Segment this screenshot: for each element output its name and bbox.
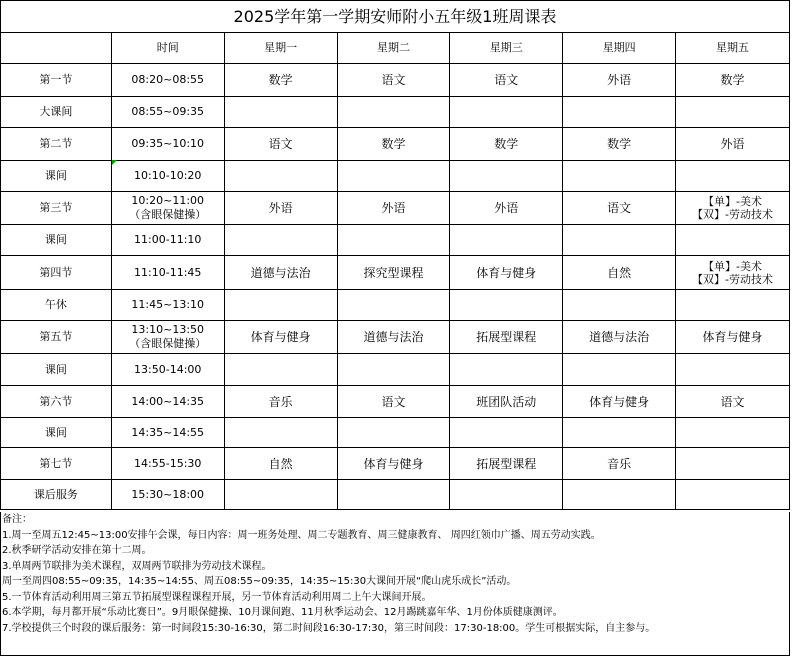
period-time xyxy=(111,290,224,321)
subject-cell: 体育与健身 xyxy=(563,386,676,418)
subject-cell: 语文 xyxy=(337,64,450,97)
period-time-range: 14:35~14:55 xyxy=(131,425,205,439)
period-time xyxy=(111,418,224,448)
subject-cell xyxy=(224,225,337,256)
subject-cell: 班团队活动 xyxy=(450,386,563,418)
subject-cell xyxy=(450,161,563,192)
header-day-3: 星期三 xyxy=(450,33,563,64)
subject-cell xyxy=(563,480,676,510)
period-time xyxy=(111,225,224,256)
period-label: 第三节 xyxy=(1,192,112,225)
subject-cell xyxy=(224,480,337,510)
period-time xyxy=(111,354,224,386)
subject-cell xyxy=(563,97,676,128)
subject-cell: 外语 xyxy=(337,192,450,225)
subject-cell: 数学 xyxy=(563,128,676,161)
note-line: 6.本学期，每月都开展“乐动比赛日”。9月眼保健操、10月课间跑、11月秋季运动会、12月踢跳嘉年华、1月份体质健康测评。 xyxy=(2,607,563,618)
subject-cell xyxy=(676,161,790,192)
subject-cell: 音乐 xyxy=(563,448,676,480)
subject-cell: 语文 xyxy=(450,64,563,97)
subject-cell xyxy=(563,418,676,448)
period-time-range: 13:10~13:50 xyxy=(131,323,205,336)
subject-cell xyxy=(224,290,337,321)
subject-cell: 道德与法治 xyxy=(563,321,676,354)
header-day-2: 星期二 xyxy=(337,33,450,64)
notes-section xyxy=(0,512,790,656)
subject-cell xyxy=(450,97,563,128)
period-time xyxy=(111,386,224,418)
subject-cell xyxy=(337,290,450,321)
header-time: 时间 xyxy=(111,33,224,64)
period-time xyxy=(111,256,224,290)
period-label: 课间 xyxy=(1,418,112,448)
header-day-5: 星期五 xyxy=(676,33,790,64)
period-time xyxy=(111,161,224,192)
period-time xyxy=(111,448,224,480)
period-label: 课间 xyxy=(1,225,112,256)
subject-cell xyxy=(337,354,450,386)
subject-cell xyxy=(676,480,790,510)
period-time-range: 08:20~08:55 xyxy=(131,73,205,86)
table-row xyxy=(1,321,790,354)
table-row xyxy=(1,161,790,192)
subject-cell: 语文 xyxy=(224,128,337,161)
subject-cell xyxy=(676,448,790,480)
table-row xyxy=(1,225,790,256)
table-row xyxy=(1,480,790,510)
note-line: 3.单周两节联排为美术课程，双周两节联排为劳动技术课程。 xyxy=(2,560,272,572)
subject-cell: 外语 xyxy=(676,128,790,161)
subject-cell: 外语 xyxy=(450,192,563,225)
period-label: 大课间 xyxy=(1,97,112,128)
subject-cell: 拓展型课程 xyxy=(450,448,563,480)
subject-cell: 自然 xyxy=(563,256,676,290)
page-title: 2025学年第一学期安师附小五年级1班周课表 xyxy=(1,1,790,33)
subject-cell xyxy=(450,225,563,256)
subject-cell: 外语 xyxy=(224,192,337,225)
subject-cell xyxy=(224,354,337,386)
period-time-range: 11:10-11:45 xyxy=(134,265,202,279)
subject-cell xyxy=(676,354,790,386)
subject-cell xyxy=(563,161,676,192)
subject-cell: 音乐 xyxy=(224,386,337,418)
subject-cell xyxy=(337,480,450,510)
subject-cell: 数学 xyxy=(224,64,337,97)
table-row xyxy=(1,128,790,161)
subject-cell xyxy=(337,225,450,256)
table-row xyxy=(1,192,790,225)
note-line: 2.秋季研学活动安排在第十二周。 xyxy=(2,545,152,556)
period-label: 第四节 xyxy=(1,256,112,290)
period-time-range: 15:30~18:00 xyxy=(131,487,205,501)
period-time xyxy=(111,192,224,225)
period-time-note: （含眼保健操） xyxy=(129,337,207,350)
period-time xyxy=(111,321,224,354)
subject-cell xyxy=(676,418,790,448)
subject-cell xyxy=(450,290,563,321)
note-line: 周一至周四08:55~09:35，14:35~14:55、周五08:55~09:35，14:35~15:30大课间开展“爬山虎乐成长”活动。 xyxy=(2,576,517,587)
period-label: 第五节 xyxy=(1,321,112,354)
table-row xyxy=(1,97,790,128)
subject-cell: 外语 xyxy=(563,64,676,97)
period-label: 课间 xyxy=(1,354,112,386)
period-time xyxy=(111,64,224,97)
subject-cell: 探究型课程 xyxy=(337,256,450,290)
period-time-note: （含眼保健操） xyxy=(129,208,207,221)
table-row xyxy=(1,418,790,448)
subject-cell xyxy=(224,418,337,448)
period-time xyxy=(111,128,224,161)
period-time-range: 10:10-10:20 xyxy=(134,169,202,182)
period-time-range: 09:35~10:10 xyxy=(131,137,205,150)
period-time-range: 08:55~09:35 xyxy=(131,105,205,118)
subject-cell: 语文 xyxy=(337,386,450,418)
subject-cell: 道德与法治 xyxy=(224,256,337,290)
period-time-range: 14:55-15:30 xyxy=(134,456,202,470)
comment-marker-icon xyxy=(112,160,117,165)
notes-heading: 备注： xyxy=(2,514,32,525)
note-line: 1.周一至周五12:45~13:00安排午会课，每日内容：周一班务处理、周二专题教育、周三健康教育、 周四红领巾广播、周五劳动实践。 xyxy=(2,529,601,541)
subject-cell: 拓展型课程 xyxy=(450,321,563,354)
subject-cell: 体育与健身 xyxy=(337,448,450,480)
subject-cell xyxy=(337,97,450,128)
note-line: 5.一节体育活动利用周三第五节拓展型课程课程开展，另一节体育活动利用周二上午大课间开展。 xyxy=(2,591,432,603)
subject-cell: 【单】-美术 【双】-劳动技术 xyxy=(676,256,790,290)
subject-cell: 体育与健身 xyxy=(224,321,337,354)
subject-cell xyxy=(563,354,676,386)
period-time-range: 13:50-14:00 xyxy=(134,362,202,376)
subject-cell xyxy=(563,290,676,321)
period-label: 课间 xyxy=(1,161,112,192)
subject-cell: 体育与健身 xyxy=(450,256,563,290)
table-row xyxy=(1,64,790,97)
period-time-range: 11:00-11:10 xyxy=(134,233,202,246)
subject-cell: 数学 xyxy=(676,64,790,97)
table-row xyxy=(1,386,790,418)
subject-cell: 道德与法治 xyxy=(337,321,450,354)
period-time xyxy=(111,97,224,128)
header-day-4: 星期四 xyxy=(563,33,676,64)
table-row xyxy=(1,290,790,321)
period-time-range: 14:00~14:35 xyxy=(131,394,205,408)
subject-cell xyxy=(676,290,790,321)
subject-cell: 自然 xyxy=(224,448,337,480)
subject-cell: 数学 xyxy=(337,128,450,161)
subject-cell xyxy=(224,97,337,128)
period-time-range: 10:20~11:00 xyxy=(131,194,205,207)
subject-cell xyxy=(676,97,790,128)
period-time-range: 11:45~13:10 xyxy=(131,298,205,311)
subject-cell: 语文 xyxy=(676,386,790,418)
subject-cell xyxy=(337,161,450,192)
subject-cell xyxy=(337,418,450,448)
period-label: 课后服务 xyxy=(1,480,112,510)
subject-cell: 体育与健身 xyxy=(676,321,790,354)
period-label: 午休 xyxy=(1,290,112,321)
note-line: 7.学校提供三个时段的课后服务：第一时间段15:30-16:30，第二时间段16:30-17:30，第三时间段：17:30-18:00。学生可根据实际，自主参与。 xyxy=(2,622,656,634)
period-label: 第六节 xyxy=(1,386,112,418)
subject-cell xyxy=(450,480,563,510)
table-row xyxy=(1,354,790,386)
subject-cell xyxy=(450,354,563,386)
subject-cell: 语文 xyxy=(563,192,676,225)
header-day-1: 星期一 xyxy=(224,33,337,64)
subject-cell xyxy=(676,225,790,256)
table-row xyxy=(1,256,790,290)
table-row xyxy=(1,448,790,480)
subject-cell: 数学 xyxy=(450,128,563,161)
period-label: 第一节 xyxy=(1,64,112,97)
period-label: 第二节 xyxy=(1,128,112,161)
header-blank xyxy=(1,33,112,64)
period-time xyxy=(111,480,224,510)
subject-cell: 【单】-美术 【双】-劳动技术 xyxy=(676,192,790,225)
subject-cell xyxy=(563,225,676,256)
subject-cell xyxy=(224,161,337,192)
period-label: 第七节 xyxy=(1,448,112,480)
subject-cell xyxy=(450,418,563,448)
